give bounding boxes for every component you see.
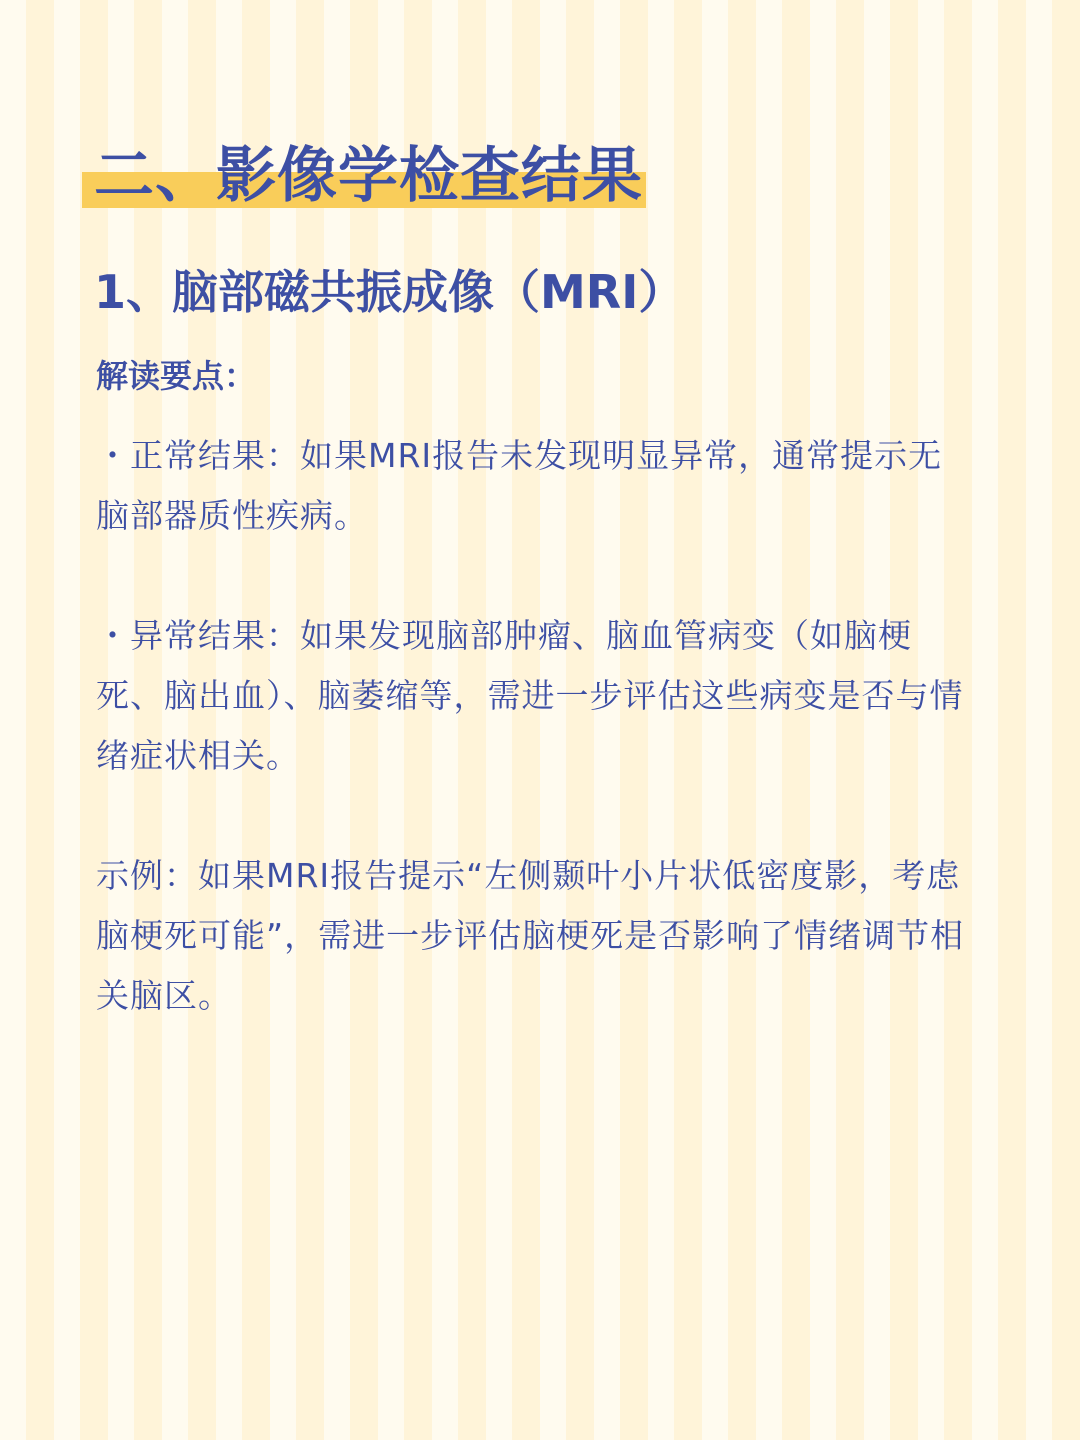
normal-result-paragraph: ・正常结果：如果MRI报告未发现明显异常，通常提示无脑部器质性疾病。 (96, 436, 943, 535)
abnormal-result-paragraph: ・异常结果：如果发现脑部肿瘤、脑血管病变（如脑梗死、脑出血）、脑萎缩等，需进一步评估这些病变是否与情绪症状相关。 (96, 616, 964, 775)
key-points-label: 解读要点： (96, 357, 257, 395)
title-block (82, 138, 643, 218)
page-title: 二、影像学检查结果 (94, 141, 643, 211)
example-paragraph: 示例：如果MRI报告提示“左侧颞叶小片状低密度影，考虑脑梗死可能”，需进一步评估脑梗死是否影响了情绪调节相关脑区。 (96, 856, 965, 1015)
section-subtitle: 1、脑部磁共振成像（MRI） (94, 265, 685, 319)
